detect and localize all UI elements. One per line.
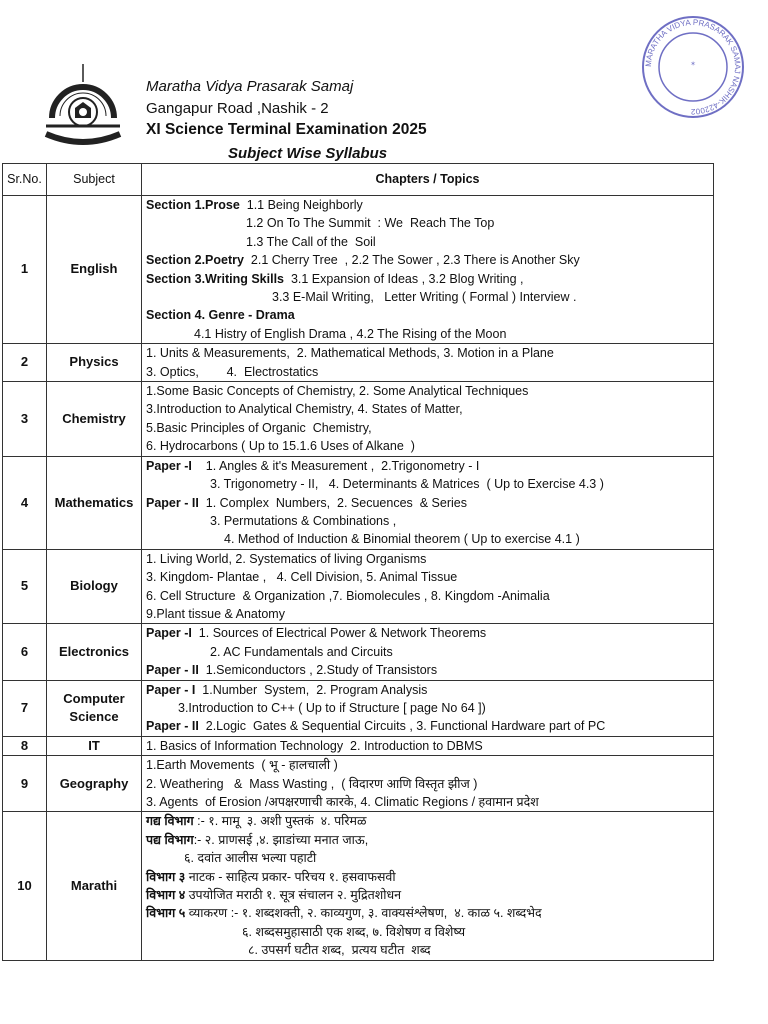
chapter-line — [146, 363, 709, 381]
topic-text: 4.1 Histry of English Drama , 4.2 The Rising of the Moon — [194, 326, 507, 341]
row-chapters — [142, 680, 714, 736]
row-subject: Chemistry — [47, 382, 142, 457]
row-subject: Biology — [47, 549, 142, 624]
topic-text: ८. उपसर्ग घटीत शब्द, प्रत्यय घटीत शब्द — [248, 943, 431, 958]
chapter-line — [146, 568, 709, 586]
chapter-line — [146, 214, 709, 232]
section-label: Paper - II — [146, 663, 199, 678]
table-row — [3, 756, 714, 812]
row-subject: Geography — [47, 756, 142, 812]
row-chapters — [142, 812, 714, 960]
topic-text: 1.1 Being Neighborly — [239, 198, 363, 212]
table-row — [3, 736, 714, 755]
section-label: Section 3.Writing Skills — [146, 271, 284, 286]
row-subject: Computer Science — [47, 680, 142, 736]
topic-text: 6. Cell Structure & Organization ,7. Biomolecules , 8. Kingdom -Animalia — [146, 588, 550, 603]
section-label: विभाग ३ — [146, 869, 186, 884]
topic-text: 3.Introduction to C++ ( Up to if Structure [ page No 64 ]) — [178, 700, 486, 715]
row-subject: English — [47, 196, 142, 344]
chapter-line — [146, 717, 709, 735]
topic-text: 3. Kingdom- Plantae , 4. Cell Division, 5. Animal Tissue — [146, 570, 458, 585]
chapter-line — [146, 512, 709, 530]
chapter-line — [146, 923, 709, 941]
row-number: 6 — [3, 624, 47, 680]
section-label: विभाग ५ — [146, 906, 186, 921]
row-number: 5 — [3, 549, 47, 624]
chapter-line — [146, 941, 709, 959]
section-label: Section 4. Genre - Drama — [146, 308, 295, 323]
row-chapters — [142, 549, 714, 624]
chapter-line — [146, 325, 709, 343]
chapter-line — [146, 868, 709, 886]
row-number: 1 — [3, 196, 47, 344]
header-chapters: Chapters / Topics — [142, 164, 714, 196]
topic-text: 3. Trigonometry - II, 4. Determinants & Matrices ( Up to Exercise 4.3 ) — [210, 477, 604, 492]
svg-text:MARATHA VIDYA PRASARAK SAMAJ N: MARATHA VIDYA PRASARAK SAMAJ NASHIK-422002 — [643, 17, 743, 117]
chapter-line — [146, 699, 709, 717]
topic-text: 1. Living World, 2. Systematics of living Organisms — [146, 551, 427, 566]
row-number: 4 — [3, 456, 47, 549]
svg-text:✶: ✶ — [690, 61, 696, 68]
syllabus-table — [2, 163, 714, 961]
chapter-line — [146, 624, 709, 642]
table-row — [3, 549, 714, 624]
topic-text: :- १. मामू ३. अशी पुस्तकं ४. परिमळ — [193, 814, 367, 829]
row-chapters — [142, 456, 714, 549]
table-row — [3, 812, 714, 960]
topic-text: 2.Logic Gates & Sequential Circuits , 3. Functional Hardware part of PC — [198, 719, 606, 734]
chapter-line — [146, 233, 709, 251]
row-number: 2 — [3, 344, 47, 382]
row-chapters — [142, 736, 714, 755]
topic-text: 1. Complex Numbers, 2. Secuences & Series — [198, 495, 467, 510]
topic-text: उपयोजित मराठी १. सूत्र संचालन २. मुद्रितशोधन — [185, 888, 402, 903]
topic-text: 3.3 E-Mail Writing, Letter Writing ( Formal ) Interview . — [272, 290, 577, 305]
org-address: Gangapur Road ,Nashik - 2 — [146, 100, 329, 117]
chapter-line — [146, 288, 709, 306]
chapter-line — [146, 831, 709, 849]
chapter-line — [146, 457, 709, 475]
section-label: गद्य विभाग — [146, 814, 194, 829]
row-subject: Mathematics — [47, 456, 142, 549]
chapter-line — [146, 737, 709, 755]
topic-text: 3.1 Expansion of Ideas , 3.2 Blog Writing , — [284, 271, 524, 286]
chapter-line — [146, 775, 709, 793]
section-label: विभाग ४ — [146, 888, 186, 903]
chapter-line — [146, 587, 709, 605]
topic-text: 6. Hydrocarbons ( Up to 15.1.6 Uses of Alkane ) — [146, 439, 415, 454]
row-number: 7 — [3, 680, 47, 736]
institution-stamp — [640, 14, 746, 120]
chapter-line — [146, 643, 709, 661]
chapter-line — [146, 344, 709, 362]
topic-text: 1. Units & Measurements, 2. Mathematical Methods, 3. Motion in a Plane — [146, 346, 554, 361]
row-number: 10 — [3, 812, 47, 960]
chapter-line — [146, 306, 709, 324]
topic-text: 1. Angles & it's Measurement , 2.Trigonometry - I — [191, 458, 480, 473]
topic-text: 1.Number System, 2. Program Analysis — [195, 682, 428, 697]
row-chapters — [142, 344, 714, 382]
topic-text: 3. Permutations & Combinations , — [210, 513, 397, 528]
topic-text: 2. AC Fundamentals and Circuits — [210, 644, 393, 659]
topic-text: 4. Method of Induction & Binomial theorem ( Up to exercise 4.1 ) — [224, 532, 580, 547]
chapter-line — [146, 475, 709, 493]
chapter-line — [146, 756, 709, 774]
topic-text: 2.1 Cherry Tree , 2.2 The Sower , 2.3 There is Another Sky — [243, 253, 580, 268]
topic-text: 3.Introduction to Analytical Chemistry, 4. States of Matter, — [146, 402, 463, 417]
chapter-line — [146, 270, 709, 288]
table-row — [3, 382, 714, 457]
chapter-line — [146, 605, 709, 623]
section-label: Section 1.Prose — [146, 198, 240, 212]
row-chapters — [142, 196, 714, 344]
row-subject: Electronics — [47, 624, 142, 680]
table-row — [3, 196, 714, 344]
topic-text: 1. Basics of Information Technology 2. Introduction to DBMS — [146, 738, 483, 753]
section-label: Paper - II — [146, 495, 199, 510]
topic-text: 3. Agents of Erosion /अपक्षरणाची कारके, 4. Climatic Regions / हवामान प्रदेश — [146, 795, 539, 809]
chapter-line — [146, 904, 709, 922]
topic-text: 5.Basic Principles of Organic Chemistry, — [146, 420, 372, 435]
table-header-row — [3, 164, 714, 196]
chapter-line — [146, 886, 709, 904]
chapter-line — [146, 419, 709, 437]
chapter-line — [146, 530, 709, 548]
row-subject: Physics — [47, 344, 142, 382]
chapter-line — [146, 494, 709, 512]
chapter-line — [146, 793, 709, 811]
topic-text: 2. Weathering & Mass Wasting , ( विदारण आणि विस्तृत झीज ) — [146, 776, 478, 791]
topic-text: व्याकरण :- १. शब्दशक्ती, २. काव्यगुण, ३. वाक्यसंश्लेषण, ४. काळ ५. शब्दभेद — [185, 906, 542, 921]
topic-text: 3. Optics, 4. Electrostatics — [146, 364, 319, 379]
row-subject: IT — [47, 736, 142, 755]
section-label: Paper - II — [146, 719, 199, 734]
institution-logo — [42, 64, 124, 150]
chapter-line — [146, 196, 709, 214]
exam-title: XI Science Terminal Examination 2025 — [146, 121, 427, 138]
chapter-line — [146, 437, 709, 455]
chapter-line — [146, 400, 709, 418]
row-subject: Marathi — [47, 812, 142, 960]
section-label: Paper -I — [146, 458, 192, 473]
topic-text: 1.Semiconductors , 2.Study of Transistors — [198, 663, 438, 678]
chapter-line — [146, 550, 709, 568]
topic-text: नाटक - साहित्य प्रकार- परिचय १. हसवाफसवी — [185, 869, 396, 884]
table-row — [3, 344, 714, 382]
table-row — [3, 624, 714, 680]
row-number: 3 — [3, 382, 47, 457]
topic-text: ६. शब्दसमुहासाठी एक शब्द, ७. विशेषण व विशेष्य — [242, 924, 466, 939]
table-row — [3, 456, 714, 549]
chapter-line — [146, 849, 709, 867]
chapter-line — [146, 251, 709, 269]
topic-text: ६. दवांत आलीस भल्या पहाटी — [184, 851, 317, 866]
topic-text: 1.Earth Movements ( भू - हालचाली ) — [146, 758, 338, 773]
row-chapters — [142, 624, 714, 680]
chapter-line — [146, 661, 709, 679]
row-chapters — [142, 382, 714, 457]
topic-text: 1.3 The Call of the Soil — [246, 234, 376, 249]
chapter-line — [146, 812, 709, 830]
section-label: Paper - I — [146, 682, 196, 697]
header-subject: Subject — [47, 164, 142, 196]
org-name: Maratha Vidya Prasarak Samaj — [146, 78, 354, 95]
chapter-line — [146, 681, 709, 699]
topic-text: :- २. प्राणसई ,४. झाडांच्या मनात जाऊ, — [193, 832, 369, 847]
row-number: 9 — [3, 756, 47, 812]
topic-text: 1. Sources of Electrical Power & Network Theorems — [191, 626, 487, 641]
table-row — [3, 680, 714, 736]
section-label: Section 2.Poetry — [146, 253, 244, 268]
section-label: पद्य विभाग — [146, 832, 194, 847]
topic-text: 1.2 On To The Summit : We Reach The Top — [246, 216, 495, 231]
topic-text: 9.Plant tissue & Anatomy — [146, 606, 285, 621]
row-number: 8 — [3, 736, 47, 755]
header-srno: Sr.No. — [3, 164, 47, 196]
section-label: Paper -I — [146, 626, 192, 641]
page-subtitle: Subject Wise Syllabus — [228, 145, 388, 162]
topic-text: 1.Some Basic Concepts of Chemistry, 2. Some Analytical Techniques — [146, 384, 529, 399]
row-chapters — [142, 756, 714, 812]
chapter-line — [146, 382, 709, 400]
